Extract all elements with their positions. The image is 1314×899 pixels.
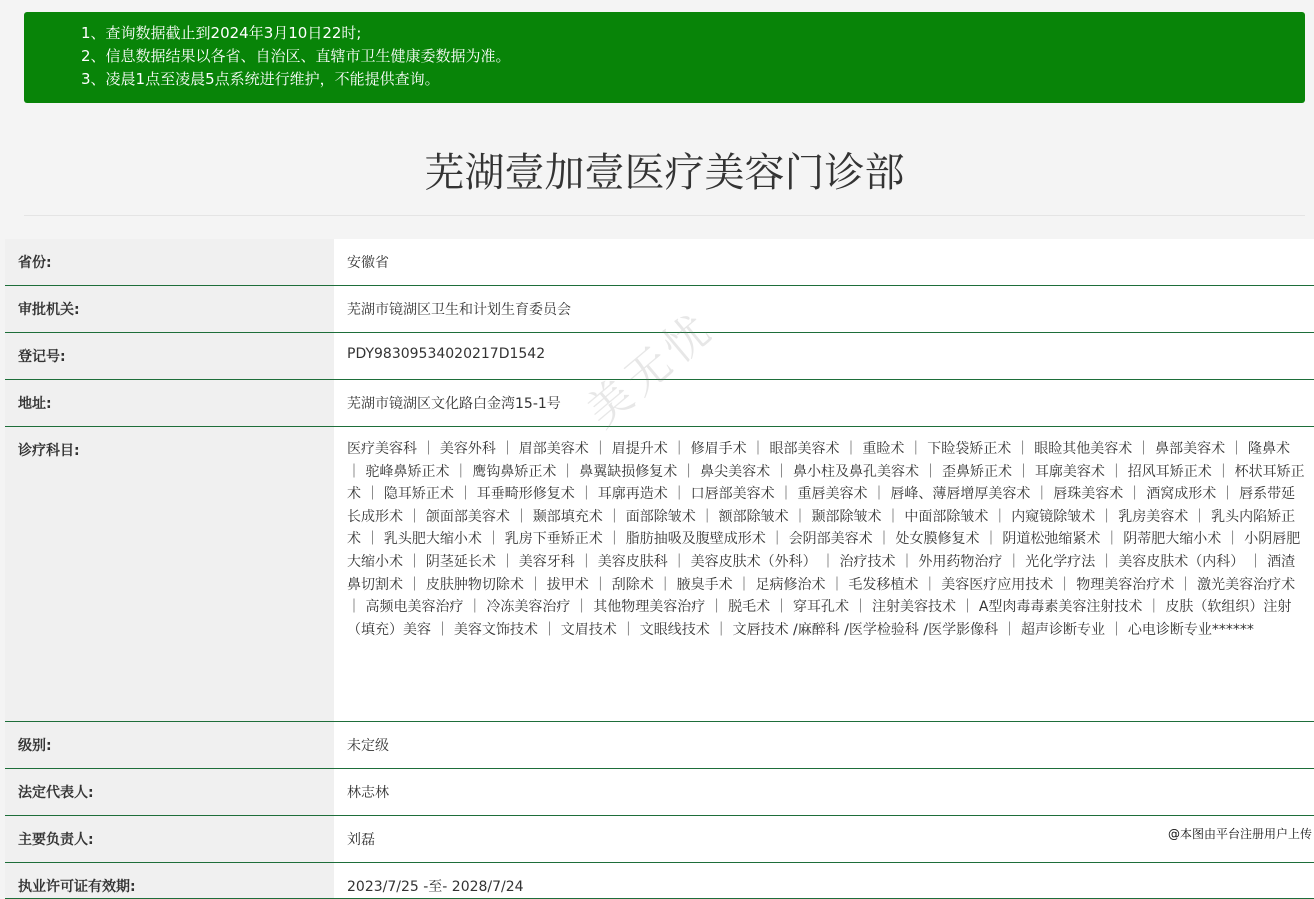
- title-section: [24, 135, 1305, 216]
- notice-item: 2、信息数据结果以各省、自治区、直辖市卫生健康委数据为准。: [81, 47, 511, 65]
- notice-item: 3、凌晨1点至凌晨5点系统进行维护，不能提供查询。: [81, 70, 440, 88]
- table-row: [5, 239, 1314, 286]
- field-label: 诊疗科目:: [5, 427, 334, 722]
- field-label: 级别:: [5, 722, 334, 769]
- field-value-level: 未定级: [334, 722, 1314, 769]
- field-value-license-validity: 2023/7/25 -至- 2028/7/24: [334, 863, 1314, 899]
- field-label: 执业许可证有效期:: [5, 863, 334, 899]
- table-row: [5, 769, 1314, 816]
- field-value-registration-number: PDY98309534020217D1542: [334, 333, 1314, 380]
- field-label: 主要负责人:: [5, 816, 334, 863]
- table-row: [5, 380, 1314, 427]
- field-value-departments: 医疗美容科 ｜ 美容外科 ｜ 眉部美容术 ｜ 眉提升术 ｜ 修眉手术 ｜ 眼部美容术 ｜ 重睑术 ｜ 下睑袋矫正术 ｜ 眼睑其他美容术 ｜ 鼻部美容术 ｜ 隆鼻术 ｜ 驼峰鼻矫正术 ｜ 鹰钩鼻矫正术 ｜ 鼻翼缺损修复术 ｜ 鼻尖美容术 ｜ 鼻小柱及鼻孔美容术 ｜ 歪鼻矫正术 ｜ 耳廓美容术 ｜ 招风耳矫正术 ｜ 杯状耳矫正术 ｜ 隐耳矫正术 ｜ 耳垂畸形修复术 ｜ 耳廓再造术 ｜ 口唇部美容术 ｜ 重唇美容术 ｜ 唇峰、薄唇增厚美容术 ｜ 唇珠美容术 ｜ 酒窝成形术 ｜ 唇系带延长成形术 ｜ 颌面部美容术 ｜ 颞部填充术 ｜ 面部除皱术 ｜ 额部除皱术 ｜ 颞部除皱术 ｜ 中面部除皱术 ｜ 内窥镜除皱术 ｜ 乳房美容术 ｜ 乳头内陷矫正术 ｜ 乳头肥大缩小术 ｜ 乳房下垂矫正术 ｜ 脂肪抽吸及腹壁成形术 ｜ 会阴部美容术 ｜ 处女膜修复术 ｜ 阴道松弛缩紧术 ｜ 阴蒂肥大缩小术 ｜ 小阴唇肥大缩小术 ｜ 阴茎延长术 ｜ 美容牙科 ｜ 美容皮肤科 ｜ 美容皮肤术（外科） ｜ 治疗技术 ｜ 外用药物治疗 ｜ 光化学疗法 ｜ 美容皮肤术（内科） ｜ 酒渣鼻切割术 ｜ 皮肤肿物切除术 ｜ 拔甲术 ｜ 刮除术 ｜ 腋臭手术 ｜ 足病修治术 ｜ 毛发移植术 ｜ 美容医疗应用技术 ｜ 物理美容治疗术 ｜ 激光美容治疗术 ｜ 高频电美容治疗 ｜ 冷冻美容治疗 ｜ 其他物理美容治疗 ｜ 脱毛术 ｜ 穿耳孔术 ｜ 注射美容技术 ｜ A型肉毒毒素美容注射技术 ｜ 皮肤（软组织）注射（填充）美容 ｜ 美容文饰技术 ｜ 文眉技术 ｜ 文眼线技术 ｜ 文唇技术 /麻醉科 /医学检验科 /医学影像科 ｜ 超声诊断专业 ｜ 心电诊断专业******: [334, 427, 1314, 722]
- field-value-approval-authority: 芜湖市镜湖区卫生和计划生育委员会: [334, 286, 1314, 333]
- table-row: [5, 816, 1314, 863]
- table-row: [5, 722, 1314, 769]
- field-label: 地址:: [5, 380, 334, 427]
- table-row: [5, 333, 1314, 380]
- field-label: 法定代表人:: [5, 769, 334, 816]
- field-label: 登记号:: [5, 333, 334, 380]
- notice-item: 1、查询数据截止到2024年3月10日22时;: [81, 24, 362, 42]
- page-title: 芜湖壹加壹医疗美容门诊部: [424, 150, 905, 196]
- upload-note: @本图由平台注册用户上传: [1167, 827, 1312, 841]
- table-row: [5, 863, 1314, 899]
- notice-banner: [24, 12, 1305, 103]
- field-value-address: 芜湖市镜湖区文化路白金湾15-1号: [334, 380, 1314, 427]
- field-value-legal-representative: 林志林: [334, 769, 1314, 816]
- field-value-principal: 刘磊: [334, 816, 1314, 863]
- field-label: 省份:: [5, 239, 334, 286]
- field-value-province: 安徽省: [334, 239, 1314, 286]
- info-table: [5, 239, 1314, 899]
- table-row: [5, 286, 1314, 333]
- table-row: [5, 427, 1314, 722]
- field-label: 审批机关:: [5, 286, 334, 333]
